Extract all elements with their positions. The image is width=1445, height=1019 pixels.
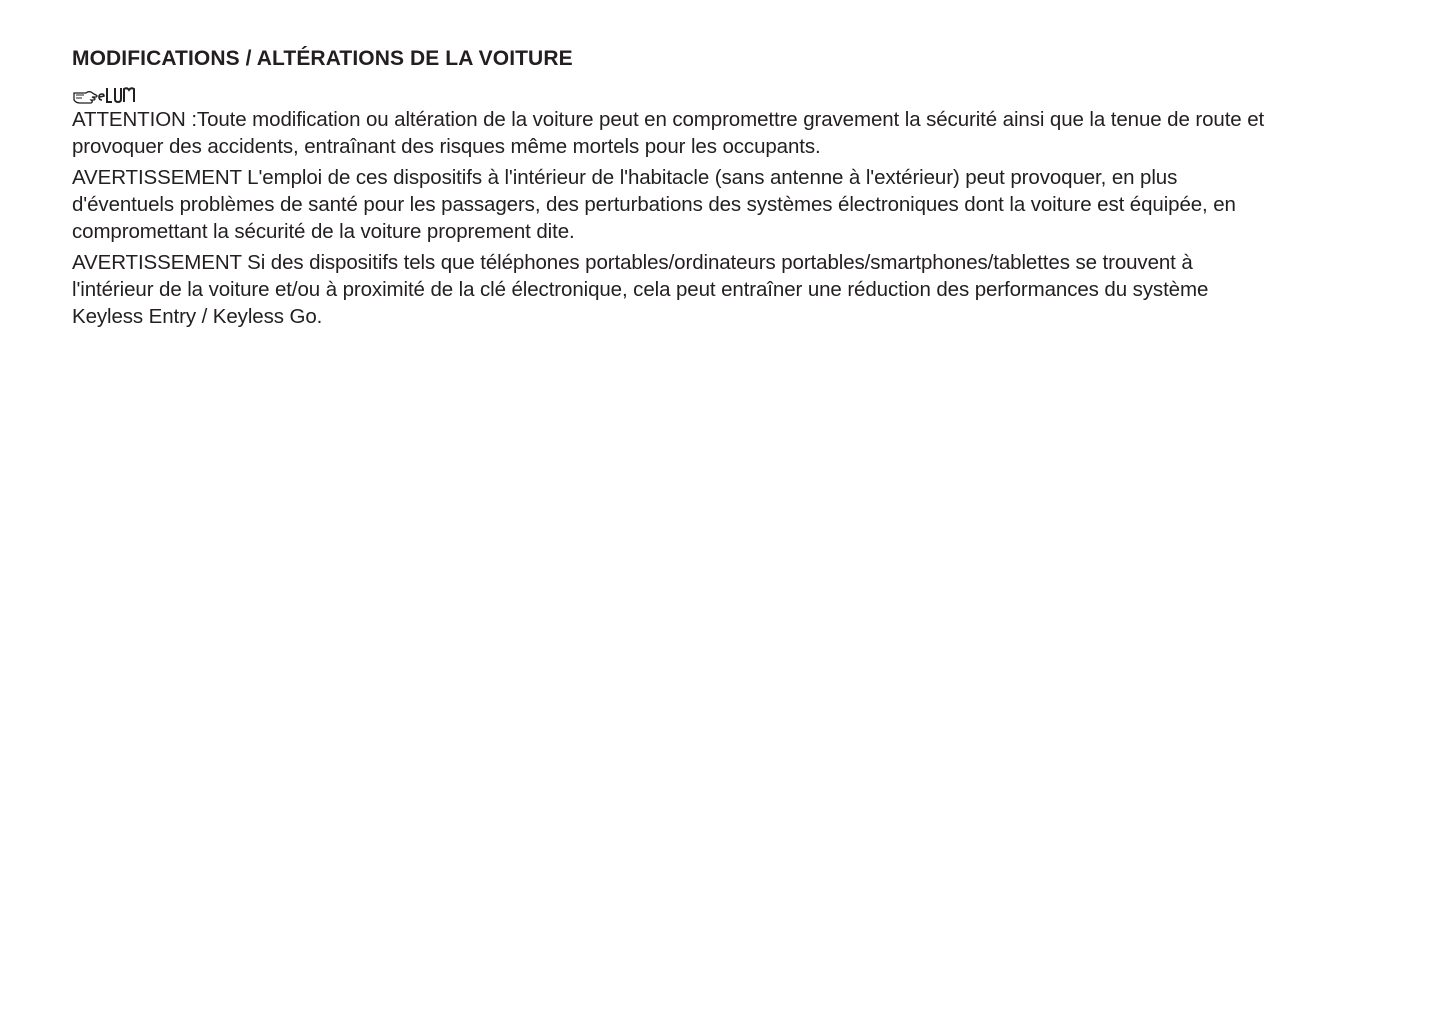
warning-paragraph-devices-health: AVERTISSEMENT L'emploi de ces dispositifs à l'intérieur de l'habitacle (sans antenne à l'extérieur) peut provoquer, en plus d'éventuels problèmes de santé pour les passagers, des perturbations des systèmes électroniques dont la voiture est équipée, en compromettant la sécurité de la voiture proprement dite. <box>72 166 1236 243</box>
attention-paragraph: ATTENTION :Toute modification ou altération de la voiture peut en compromettre gravement la sécurité ainsi que la tenue de route et provoquer des accidents, entraînant des risques même mortels pour les occupants. <box>72 108 1265 158</box>
warning-icon-row <box>72 80 1272 106</box>
pointing-hand-icon <box>72 84 136 106</box>
warning-paragraph-keyless: AVERTISSEMENT Si des dispositifs tels que téléphones portables/ordinateurs portables/smartphones/tablettes se trouvent à l'intérieur de la voiture et/ou à proximité de la clé électronique, cela peut entraîner une réduction des performances du système Keyless Entry / Keyless Go. <box>72 251 1209 328</box>
section-title: MODIFICATIONS / ALTÉRATIONS DE LA VOITURE <box>72 47 573 70</box>
document-page <box>72 44 1272 334</box>
